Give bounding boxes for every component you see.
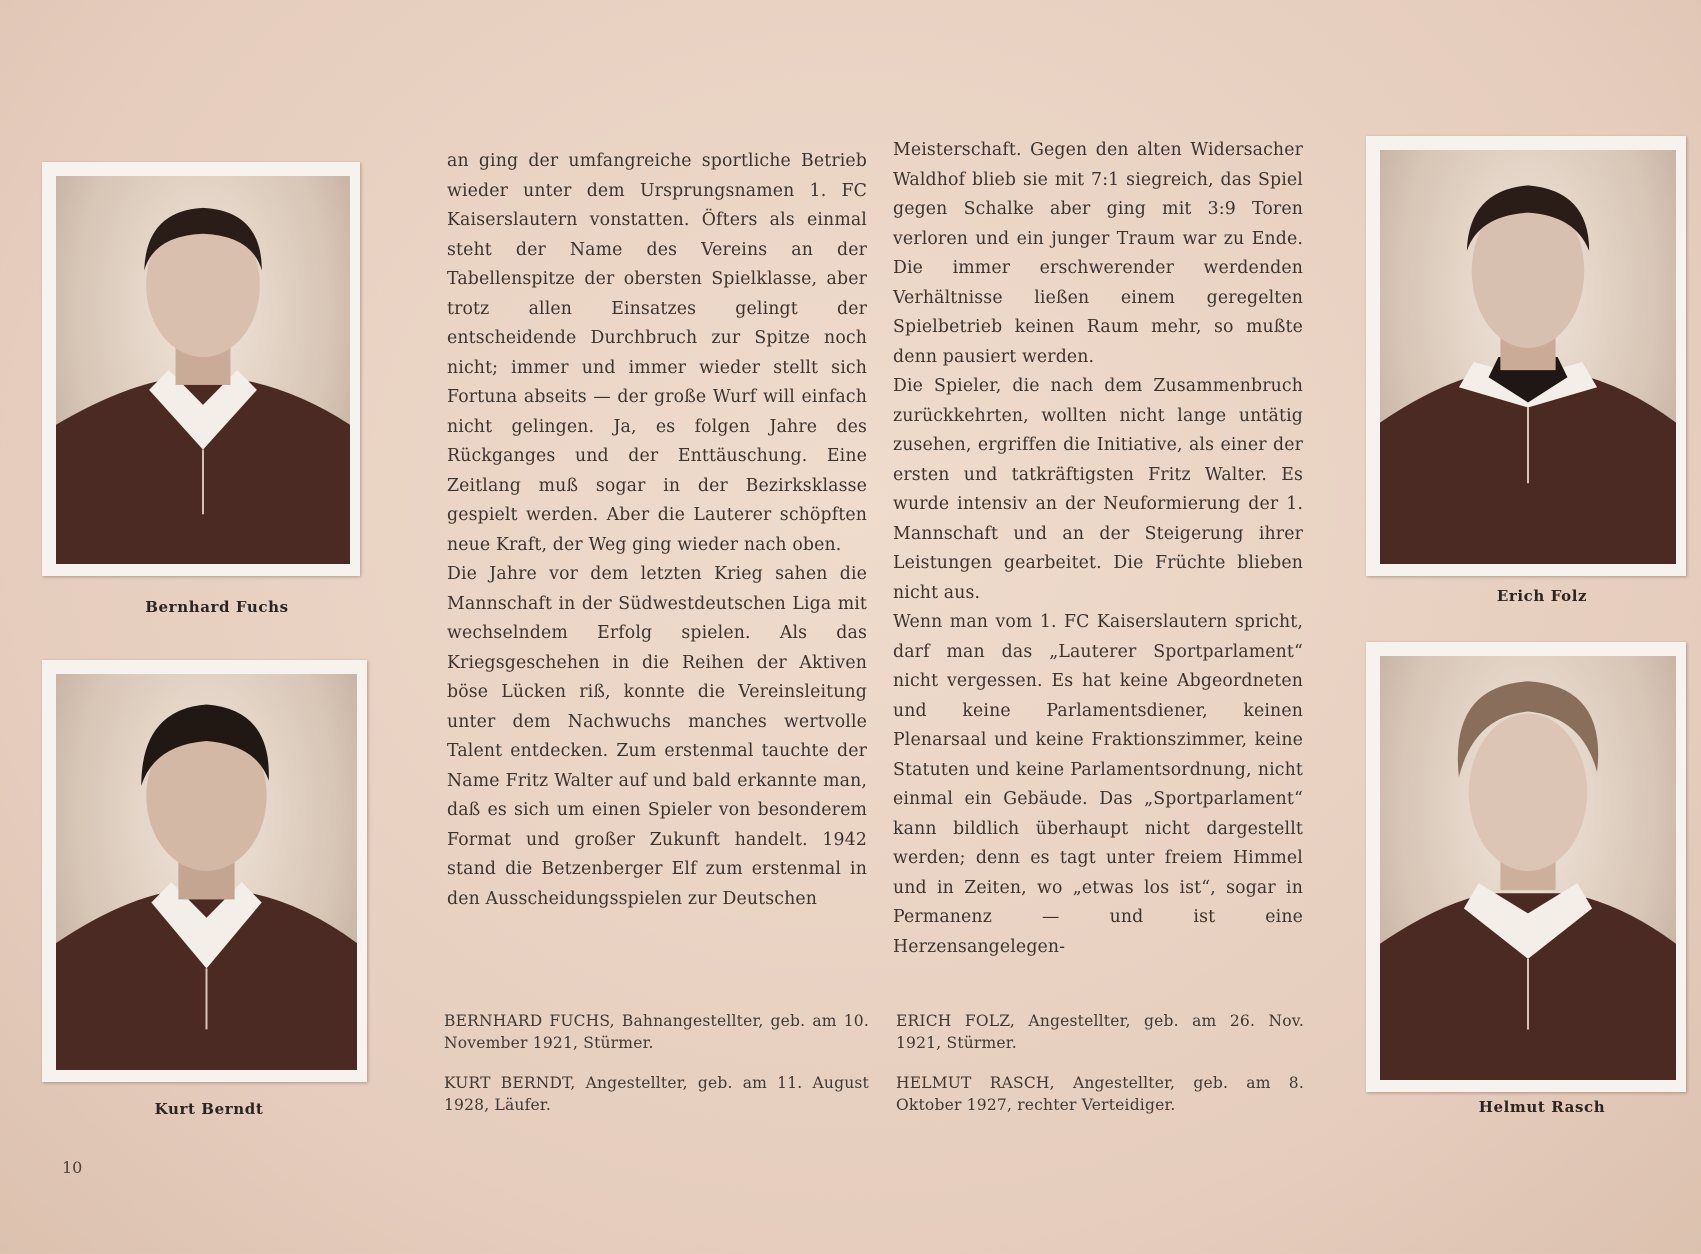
player-caption: Kurt Berndt <box>154 1100 264 1118</box>
player-photo-frame <box>42 660 367 1082</box>
article-paragraph: Meisterschaft. Gegen den alten Widersacher Waldhof blieb sie mit 7:1 siegreich, das Spiel gegen Schalke aber ging mit 3:9 Toren verloren und ein junger Traum war zu Ende. Die immer erschwerender werdenden Verhältnisse ließen einem geregelten Spielbetrieb keinen Raum mehr, so mußte denn pausiert werden. <box>893 140 1303 367</box>
player-bio: HELMUT RASCH, Angestellter, geb. am 8. Oktober 1927, rechter Verteidiger. <box>896 1074 1304 1114</box>
player-photo-frame <box>42 162 360 576</box>
article-column-left <box>447 147 867 914</box>
player-portrait-image <box>1380 656 1676 1080</box>
article-paragraph: Die Jahre vor dem letzten Krieg sahen die Mannschaft in der Südwestdeutschen Liga mit wechselndem Erfolg spielen. Als das Kriegsgeschehen in die Reihen der Aktiven böse Lücken riß, konnte die Vereinsleitung unter dem Nachwuchs manches wertvolle Talent entdecken. Zum erstenmal tauchte der Name Fritz Walter auf und bald erkannte man, daß es sich um einen Spieler von besonderem Format und großer Zukunft handelt. 1942 stand die Betzenberger Elf zum erstenmal in den Ausscheidungsspielen zur Deutschen <box>447 564 867 909</box>
portrait-photo <box>56 674 357 1070</box>
player-photo-frame <box>1366 642 1686 1092</box>
player-portrait-image <box>56 176 350 564</box>
portrait-photo <box>1380 656 1676 1080</box>
page-number: 10 <box>62 1158 83 1177</box>
player-bio: ERICH FOLZ, Angestellter, geb. am 26. Nov. 1921, Stürmer. <box>896 1012 1304 1052</box>
player-portrait-image <box>1380 150 1676 564</box>
article-paragraph: Die Spieler, die nach dem Zusammenbruch zurückkehrten, wollten nicht lange untätig zusehen, ergriffen die Initiative, als einer der ersten und tatkräftigsten Fritz Walter. Es wurde intensiv an der Neuformierung der 1. Mannschaft und an der Steigerung ihrer Leistungen gearbeitet. Die Früchte blieben nicht aus. <box>893 376 1303 603</box>
article-paragraph: Wenn man vom 1. FC Kaiserslautern spricht, darf man das „Lauterer Sportparlament“ nicht vergessen. Es hat keine Abgeordneten und keine Parlamentsdiener, keinen Plenarsaal und keine Fraktionszimmer, keine Statuten und keine Parlamentsordnung, nicht einmal ein Gebäude. Das „Sportparlament“ kann bildlich überhaupt nicht dargestellt werden; denn es tagt unter freiem Himmel und in Zeiten, wo „etwas los ist“, sogar in Permanenz — und ist eine Herzensangelegen- <box>893 612 1303 957</box>
portrait-photo <box>1380 150 1676 564</box>
player-caption: Erich Folz <box>1496 587 1588 605</box>
player-portrait-image <box>56 674 357 1070</box>
player-photo-frame <box>1366 136 1686 576</box>
player-caption: Bernhard Fuchs <box>145 598 289 616</box>
player-bio: BERNHARD FUCHS, Bahnangestellter, geb. am 10. November 1921, Stürmer. <box>444 1012 869 1052</box>
article-column-right <box>893 136 1303 962</box>
player-caption: Helmut Rasch <box>1478 1098 1606 1116</box>
portrait-photo <box>56 176 350 564</box>
player-bio: KURT BERNDT, Angestellter, geb. am 11. August 1928, Läufer. <box>444 1074 869 1114</box>
article-paragraph: an ging der umfangreiche sportliche Betrieb wieder unter dem Ursprungsnamen 1. FC Kaiserslautern vonstatten. Öfters als einmal steht der Name des Vereins an der Tabellenspitze der obersten Spielklasse, aber trotz allen Einsatzes gelingt der entscheidende Durchbruch zur Spitze noch nicht; immer und immer wieder stellt sich Fortuna abseits — der große Wurf will einfach nicht gelingen. Ja, es folgen Jahre des Rückganges und der Enttäuschung. Eine Zeitlang muß sogar in der Bezirksklasse gespielt werden. Aber die Lauterer schöpften neue Kraft, der Weg ging wieder nach oben. <box>447 151 867 555</box>
